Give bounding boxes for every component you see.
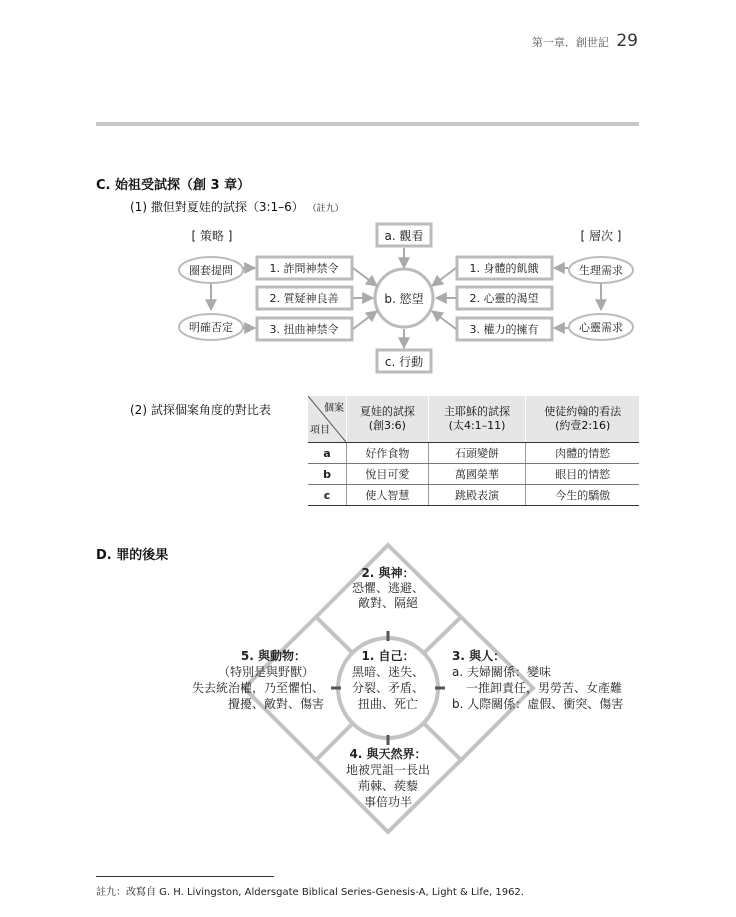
strategy-item-2: 2. 質疑神良善 bbox=[269, 292, 339, 305]
footnote-rule bbox=[96, 876, 274, 877]
spiritual-need-label: 心靈需求 bbox=[579, 321, 623, 334]
row-key: b bbox=[308, 464, 347, 485]
physical-need-label: 生理需求 bbox=[579, 264, 623, 277]
subsection-2-title: (2) 試探個案角度的對比表 bbox=[130, 403, 271, 417]
header-line-1: 主耶穌的試探 bbox=[444, 405, 511, 418]
table-cell: 跳殿表演 bbox=[428, 485, 526, 506]
people-title: 3. 與人： bbox=[452, 649, 506, 663]
people-line: a. 夫婦關係：變味 bbox=[452, 665, 551, 679]
self-relation bbox=[340, 648, 436, 712]
self-line: 黑暗、迷失、 bbox=[351, 665, 424, 679]
arrow-level-3 bbox=[432, 311, 456, 329]
arrow-strategy-1 bbox=[353, 268, 377, 286]
self-line: 扭曲、死亡 bbox=[357, 697, 418, 711]
table-cell: 今生的驕傲 bbox=[526, 485, 639, 506]
god-line: 敵對、隔絕 bbox=[357, 596, 418, 610]
trap-question-label: 圈套提問 bbox=[189, 264, 233, 277]
corner-top-label: 個案 bbox=[324, 403, 344, 414]
temptation-diagram bbox=[0, 0, 736, 400]
table-cell: 使人智慧 bbox=[347, 485, 429, 506]
animals-line: （特別是與野獸） bbox=[217, 665, 314, 679]
table-row bbox=[308, 485, 639, 506]
nature-relation bbox=[318, 746, 458, 810]
self-title: 1. 自己： bbox=[361, 649, 415, 663]
corner-cell bbox=[308, 396, 347, 443]
header-line-2: (創3:6) bbox=[368, 419, 406, 432]
header-line-1: 使徒約翰的看法 bbox=[544, 405, 622, 418]
self-line: 分裂、矛盾、 bbox=[351, 681, 424, 695]
desire-label: b. 慾望 bbox=[384, 292, 424, 306]
watch-label: a. 觀看 bbox=[384, 229, 424, 243]
arrow-strategy-3 bbox=[353, 311, 377, 329]
level-item-1: 1. 身體的飢餓 bbox=[469, 262, 539, 275]
god-line: 恐懼、逃避、 bbox=[351, 581, 424, 595]
running-title: 第一章．創世記 bbox=[531, 36, 609, 49]
animals-line: 失去統治權，乃至懼怕、 bbox=[191, 681, 324, 695]
table-header-cell bbox=[428, 396, 526, 443]
god-relation bbox=[318, 566, 458, 611]
table-cell: 肉體的情慾 bbox=[526, 443, 639, 464]
people-relation bbox=[452, 648, 642, 712]
strategy-heading: [ 策略 ] bbox=[191, 229, 233, 243]
corner-bottom-label: 項目 bbox=[310, 425, 330, 436]
section-c-title: C. 始祖受試探（創 3 章） bbox=[96, 178, 251, 193]
comparison-table bbox=[308, 396, 639, 506]
table-row bbox=[308, 464, 639, 485]
strategy-item-3: 3. 扭曲神禁令 bbox=[269, 323, 339, 336]
table-cell: 好作食物 bbox=[347, 443, 429, 464]
arrow-level-1 bbox=[432, 268, 456, 286]
header-line-1: 夏娃的試探 bbox=[359, 405, 415, 418]
level-item-2: 2. 心靈的渴望 bbox=[469, 292, 539, 305]
row-key: c bbox=[308, 485, 347, 506]
table-cell: 萬國榮華 bbox=[428, 464, 526, 485]
nature-title: 4. 與天然界： bbox=[349, 747, 427, 761]
explicit-denial-label: 明確否定 bbox=[189, 321, 233, 334]
subsection-1-text: (1) 撒但對夏娃的試探（3:1–6） bbox=[130, 200, 304, 214]
table-header-cell bbox=[347, 396, 429, 443]
animals-line: 攪擾、敵對、傷害 bbox=[227, 697, 324, 711]
footnote: 註九：改寫自 G. H. Livingston, Aldersgate Biblical Series-Genesis-A, Light & Life, 1962. bbox=[96, 887, 524, 898]
section-d-title: D. 罪的後果 bbox=[96, 548, 169, 563]
nature-line: 地被咒詛一長出 bbox=[345, 763, 430, 777]
animals-relation bbox=[150, 648, 324, 712]
people-line: b. 人際關係：虛假、衝突、傷害 bbox=[452, 697, 624, 711]
level-heading: [ 層次 ] bbox=[580, 229, 622, 243]
row-key: a bbox=[308, 443, 347, 464]
strategy-item-1: 1. 詐問神禁令 bbox=[269, 262, 339, 275]
table-header-cell bbox=[526, 396, 639, 443]
action-label: c. 行動 bbox=[384, 355, 424, 369]
animals-title: 5. 與動物： bbox=[240, 649, 306, 663]
header-line-2: (太4:1–11) bbox=[448, 419, 506, 432]
page-number: 29 bbox=[616, 31, 638, 51]
header-line-2: (約壹2:16) bbox=[555, 419, 611, 432]
table-row bbox=[308, 443, 639, 464]
nature-line: 事倍功半 bbox=[363, 795, 412, 809]
table-header-row bbox=[308, 396, 639, 443]
table-cell: 悅目可愛 bbox=[347, 464, 429, 485]
table-cell: 眼目的情慾 bbox=[526, 464, 639, 485]
level-item-3: 3. 權力的擁有 bbox=[469, 323, 539, 336]
footnote-ref: （註九） bbox=[307, 204, 344, 214]
god-title: 2. 與神： bbox=[361, 566, 415, 580]
nature-line: 荊棘、蒺藜 bbox=[357, 779, 418, 793]
table-cell: 石頭變餅 bbox=[428, 443, 526, 464]
people-line: 一推卸責任，男勞苦、女產難 bbox=[466, 681, 623, 695]
